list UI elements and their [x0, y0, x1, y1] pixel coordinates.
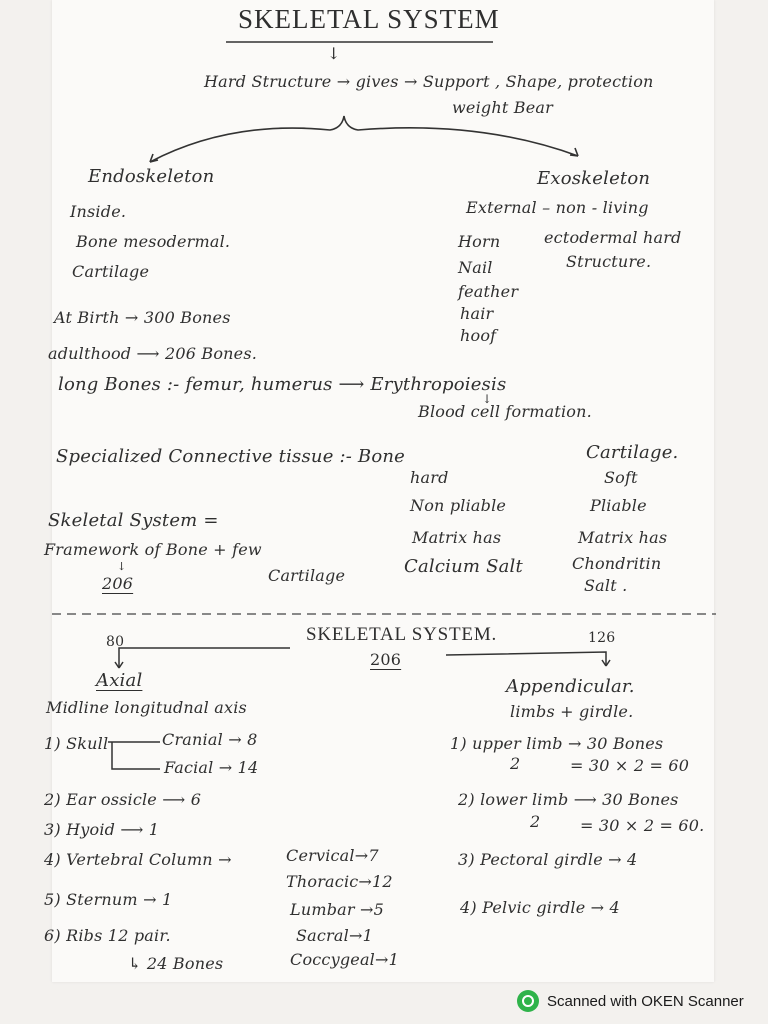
exo-item: Horn	[458, 232, 501, 251]
exo-line: External – non - living	[466, 198, 649, 217]
appendicular-heading: Appendicular.	[506, 676, 635, 697]
axial-heading: Axial	[96, 670, 143, 691]
cartilage-prop: Chondritin	[572, 554, 662, 573]
definition-line-cont: weight Bear	[452, 98, 553, 117]
down-arrow: ↓	[327, 44, 341, 63]
system-def-line: Skeletal System =	[48, 510, 219, 531]
thoracic-line: Thoracic→12	[286, 872, 393, 891]
bone-prop: Non pliable	[410, 496, 507, 515]
exo-desc: Structure.	[566, 252, 652, 271]
exo-item: hair	[460, 304, 494, 323]
system-def-line: Framework of Bone + few	[44, 540, 262, 559]
ribs-line: 6) Ribs 12 pair.	[44, 926, 171, 945]
bone-prop: Calcium Salt	[404, 556, 523, 577]
bone-prop: Matrix has	[412, 528, 502, 547]
skull-line: 1) Skull	[44, 734, 109, 753]
endo-line: Inside.	[70, 202, 127, 221]
blood-formation: Blood cell formation.	[418, 402, 592, 421]
upper-limb-calc-n: 2	[510, 754, 521, 773]
page-title: SKELETAL SYSTEM	[238, 4, 500, 34]
long-bones-line: long Bones :- femur, humerus ⟶ Erythropoiesis	[58, 374, 507, 395]
scanner-footer	[517, 990, 744, 1012]
appendicular-sub: limbs + girdle.	[510, 702, 634, 721]
appendicular-count: 126	[588, 630, 616, 646]
cartilage-prop: Matrix has	[578, 528, 668, 547]
axial-sub: Midline longitudnal axis	[46, 698, 247, 717]
cartilage-prop: Salt .	[584, 576, 628, 595]
exo-item: Nail	[458, 258, 493, 277]
pelvic-girdle-line: 4) Pelvic girdle → 4	[460, 898, 620, 917]
section2-title: SKELETAL SYSTEM.	[306, 624, 498, 645]
scanner-watermark-text: Scanned with OKEN Scanner	[547, 992, 744, 1010]
upper-limb-line: 1) upper limb → 30 Bones	[450, 734, 664, 753]
cervical-line: Cervical→7	[286, 846, 379, 865]
system-def-cartilage: Cartilage	[268, 566, 346, 585]
exoskeleton-heading: Exoskeleton	[537, 168, 651, 189]
cranial-line: Cranial → 8	[162, 730, 258, 749]
system-def-206: 206	[102, 574, 134, 593]
lower-limb-calc: = 30 × 2 = 60.	[580, 816, 705, 835]
hyoid-line: 3) Hyoid ⟶ 1	[44, 820, 160, 839]
lumbar-line: Lumbar →5	[290, 900, 385, 919]
axial-count: 80	[106, 634, 125, 650]
exo-desc: ectodermal hard	[544, 228, 682, 247]
pectoral-girdle-line: 3) Pectoral girdle → 4	[458, 850, 638, 869]
lower-limb-calc-n: 2	[530, 812, 541, 831]
cartilage-heading: Cartilage.	[586, 442, 679, 463]
num-arrow: ↓	[117, 560, 127, 573]
ear-ossicle-line: 2) Ear ossicle ⟶ 6	[44, 790, 202, 809]
scanner-logo-icon	[517, 990, 539, 1012]
endo-line: Bone mesodermal.	[76, 232, 231, 251]
endoskeleton-heading: Endoskeleton	[88, 166, 215, 187]
connective-tissue-line: Specialized Connective tissue :- Bone	[56, 446, 406, 467]
ribs-total-line: ↳ 24 Bones	[128, 954, 224, 973]
vertebral-line: 4) Vertebral Column →	[44, 850, 232, 869]
blood-arrow: ↓	[482, 392, 493, 406]
sacral-line: Sacral→1	[296, 926, 373, 945]
adult-bones: adulthood ⟶ 206 Bones.	[48, 344, 258, 363]
bone-prop: hard	[410, 468, 449, 487]
facial-line: Facial → 14	[164, 758, 259, 777]
lower-limb-line: 2) lower limb ⟶ 30 Bones	[458, 790, 679, 809]
exo-item: hoof	[460, 326, 497, 345]
definition-line: Hard Structure → gives → Support , Shape, protection	[204, 72, 654, 91]
sternum-line: 5) Sternum → 1	[44, 890, 173, 909]
endo-line: Cartilage	[72, 262, 150, 281]
exo-item: feather	[458, 282, 519, 301]
cartilage-prop: Soft	[604, 468, 638, 487]
birth-bones: At Birth → 300 Bones	[54, 308, 231, 327]
coccygeal-line: Coccygeal→1	[290, 950, 399, 969]
cartilage-prop: Pliable	[590, 496, 647, 515]
upper-limb-calc: = 30 × 2 = 60	[570, 756, 690, 775]
section2-total: 206	[370, 650, 402, 669]
